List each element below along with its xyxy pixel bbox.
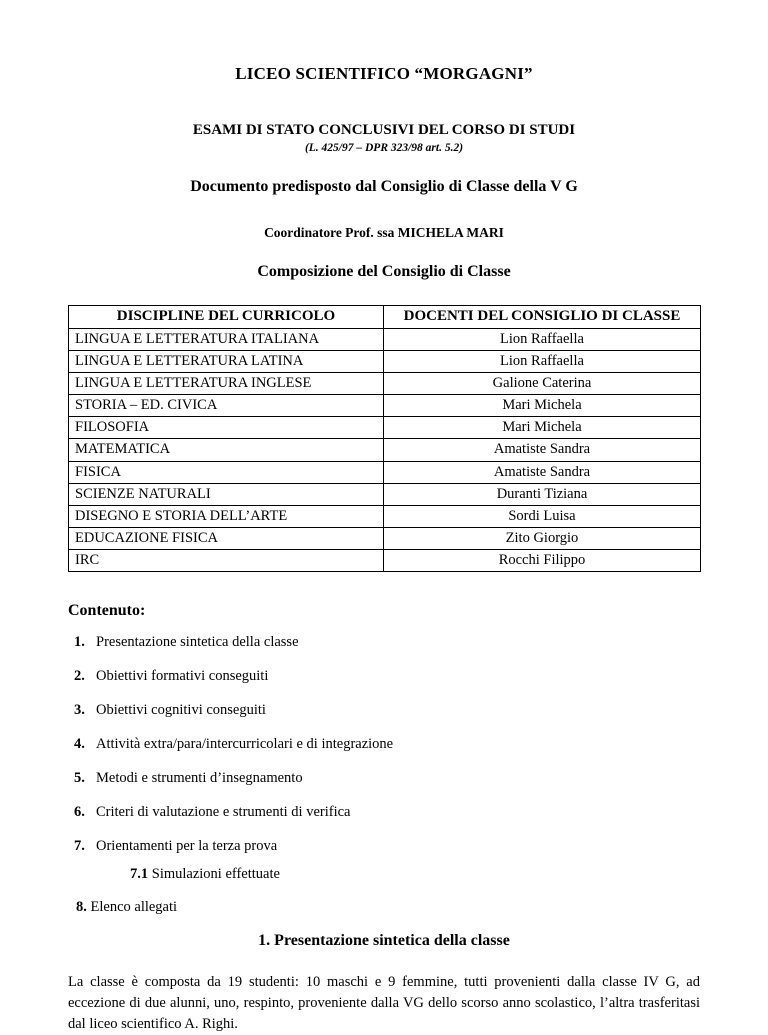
list-item-number: 2.	[74, 668, 85, 685]
cell-subject: SCIENZE NATURALI	[69, 483, 384, 505]
list-item-label: Elenco allegati	[90, 899, 178, 916]
exam-heading: ESAMI DI STATO CONCLUSIVI DEL CORSO DI STUDI	[192, 122, 576, 138]
table-row	[69, 328, 701, 350]
composition-heading: Composizione del Consiglio di Classe	[257, 263, 511, 280]
list-item-number: 3.	[74, 702, 85, 719]
cell-subject: LINGUA E LETTERATURA INGLESE	[69, 373, 384, 395]
list-item-label: Obiettivi cognitivi conseguiti	[96, 702, 266, 719]
contents-heading: Contenuto:	[68, 602, 146, 620]
cell-teacher: Lion Raffaella	[384, 350, 701, 372]
cell-subject: MATEMATICA	[69, 439, 384, 461]
section-title: 1. Presentazione sintetica della classe	[258, 932, 510, 950]
list-item-last	[68, 899, 700, 916]
cell-teacher: Rocchi Filippo	[384, 550, 701, 572]
list-item-label: Criteri di valutazione e strumenti di verifica	[96, 804, 351, 821]
list-item-number: 8.	[76, 899, 87, 916]
section-paragraph: La classe è composta da 19 studenti: 10 maschi e 9 femmine, tutti provenienti dalla classe IV G, ad eccezione di due alunni, uno, respinto, proveniente dalla VG dello scorso anno scolastico, l’altra trasferitasi dal liceo scientifico A. Righi.	[68, 974, 700, 1033]
cell-teacher: Zito Giorgio	[384, 527, 701, 549]
cell-subject: IRC	[69, 550, 384, 572]
table-header-row	[69, 306, 701, 329]
list-item	[68, 838, 700, 855]
table-row	[69, 461, 701, 483]
cell-teacher: Galione Caterina	[384, 373, 701, 395]
list-item-label: Attività extra/para/intercurricolari e di integrazione	[96, 736, 394, 753]
cell-teacher: Amatiste Sandra	[384, 461, 701, 483]
list-item	[68, 736, 700, 753]
list-item-label: Metodi e strumenti d’insegnamento	[96, 770, 303, 787]
list-item-number: 7.	[74, 838, 85, 855]
table-row	[69, 350, 701, 372]
list-item-label: Presentazione sintetica della classe	[96, 634, 299, 651]
list-item-label: Obiettivi formativi conseguiti	[96, 668, 269, 685]
cell-teacher: Sordi Luisa	[384, 505, 701, 527]
cell-subject: EDUCAZIONE FISICA	[69, 527, 384, 549]
table-row	[69, 550, 701, 572]
list-item-number: 1.	[74, 634, 85, 651]
list-subitem-number: 7.1	[130, 866, 149, 883]
contents-list	[68, 634, 700, 855]
table-row	[69, 395, 701, 417]
council-table	[68, 305, 701, 572]
cell-teacher: Mari Michela	[384, 417, 701, 439]
list-item	[68, 668, 700, 685]
list-item	[68, 702, 700, 719]
list-item-number: 5.	[74, 770, 85, 787]
list-item	[68, 804, 700, 821]
table-row	[69, 505, 701, 527]
cell-teacher: Duranti Tiziana	[384, 483, 701, 505]
table-row	[69, 373, 701, 395]
cell-teacher: Amatiste Sandra	[384, 439, 701, 461]
list-item	[68, 634, 700, 651]
list-item	[68, 770, 700, 787]
law-reference: (L. 425/97 – DPR 323/98 art. 5.2)	[304, 142, 464, 154]
cell-teacher: Lion Raffaella	[384, 328, 701, 350]
list-subitem-label: Simulazioni effettuate	[151, 866, 280, 883]
column-header-subject: DISCIPLINE DEL CURRICOLO	[69, 306, 384, 329]
list-item-number: 6.	[74, 804, 85, 821]
cell-subject: LINGUA E LETTERATURA LATINA	[69, 350, 384, 372]
document-line: Documento predisposto dal Consiglio di Classe della V G	[190, 178, 578, 195]
cell-subject: LINGUA E LETTERATURA ITALIANA	[69, 328, 384, 350]
school-title: LICEO SCIENTIFICO “MORGAGNI”	[235, 64, 533, 83]
list-subitem	[68, 866, 700, 883]
cell-teacher: Mari Michela	[384, 395, 701, 417]
cell-subject: FISICA	[69, 461, 384, 483]
list-item-number: 4.	[74, 736, 85, 753]
cell-subject: FILOSOFIA	[69, 417, 384, 439]
column-header-teacher: DOCENTI DEL CONSIGLIO DI CLASSE	[384, 306, 701, 329]
table-row	[69, 417, 701, 439]
list-item-label: Orientamenti per la terza prova	[96, 838, 278, 855]
table-row	[69, 527, 701, 549]
table-row	[69, 483, 701, 505]
coordinator-line: Coordinatore Prof. ssa MICHELA MARI	[264, 225, 504, 240]
cell-subject: DISEGNO E STORIA DELL’ARTE	[69, 505, 384, 527]
table-row	[69, 439, 701, 461]
cell-subject: STORIA – ED. CIVICA	[69, 395, 384, 417]
